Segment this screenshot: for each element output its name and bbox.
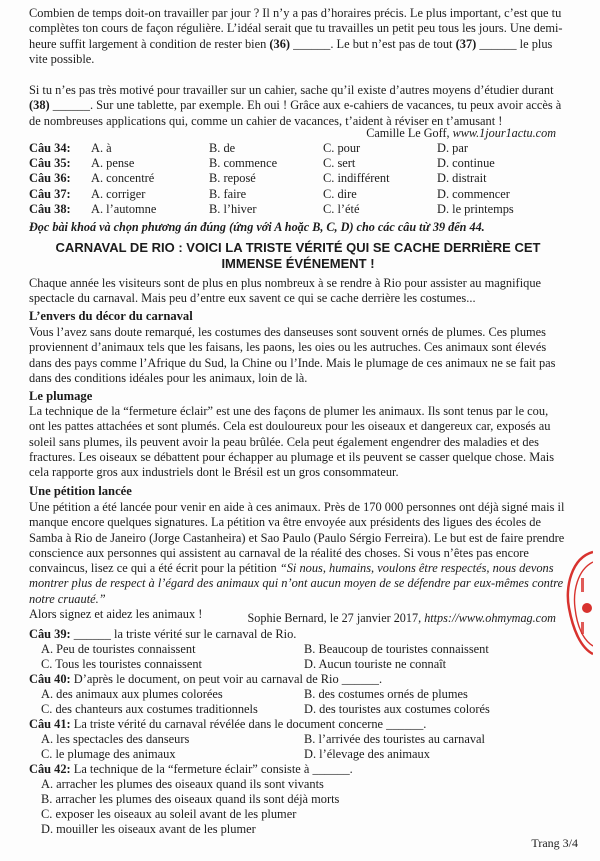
article-intro: Chaque année les visiteurs sont de plus en plus nombreux à se rendre à Rio pour assister au magnifique spectacle du carnaval. Mais peu d’entre eux savent ce qui se cache derrière les costumes...	[29, 276, 542, 306]
question-42: Câu 42: La technique de la “fermeture éclair” consiste à ______.	[29, 762, 353, 776]
reading-instruction: Đọc bài khoá và chọn phương án đúng (ứng với A hoặc B, C, D) cho các câu từ 39 đến 44.	[29, 220, 485, 234]
signature-1: Camille Le Goff, www.1jour1actu.com	[366, 126, 556, 140]
section-heading-1: L’envers du décor du carnaval	[29, 309, 193, 323]
option-row: Câu 34: A. à B. de C. pour D. par	[29, 141, 468, 155]
section-text-3: Une pétition a été lancée pour venir en aide à ces animaux. Près de 170 000 personnes ont déjà signé mais il manque encore quelques signatures. La pétition va être envoyée aux présidents des ligues des écoles de Samba à Rio de Janeiro (Jorge Castanheira) et Sao Paulo (Paulo Sérgio Ferreira). Le but est de faire prendre conscience aux personnes qui assistent au carnaval de la réalité des choses. Si vous n’êtes pas encore convaincus, lisez ce qui a été écrit pour la pétition “Si nous, humains, voulons être respectés, nous devons montrer plus de respect à l’égard des animaux qui n’ont aucun moyen de se défendre par eux-mêmes contre notre cruauté.” Alors signez et aidez les animaux !	[29, 500, 565, 622]
answer-42-a: A. arracher les plumes des oiseaux quand ils sont vivants	[41, 777, 324, 791]
answer-40-d: D. des touristes aux costumes colorés	[304, 702, 490, 716]
option-row: Câu 37: A. corriger B. faire C. dire D. commencer	[29, 186, 510, 201]
option-row: Câu 36: A. concentré B. reposé C. indifférent D. distrait	[29, 171, 487, 186]
section-text-2: La technique de la “fermeture éclair” est une des façons de plumer les animaux. Ils sont tenus par le cou, ont les pattes attachées et sont plumés. Cela est douloureux pour les oiseaux et dangereux car, exposés au soleil sans plumes, ils peuvent avoir la peau brûlée. Cela peut également engendrer des maladies et des fractures. Les oiseaux se débattent pour échapper au plumage et ils peuvent se casser quelque chose. Mais cela rapporte gros aux industriels dont le Brésil est un gros consommateur.	[29, 404, 555, 480]
answer-39-c: C. Tous les touristes connaissent	[41, 657, 203, 671]
answer-39-a: A. Peu de touristes connaissent	[41, 642, 196, 656]
answer-42-c: C. exposer les oiseaux au soleil avant de les plumer	[41, 807, 297, 821]
options-table	[29, 141, 557, 217]
section-text-1: Vous l’avez sans doute remarqué, les costumes des danseuses sont souvent ornés de plumes. Ces plumes proviennent d’animaux tels que les faisans, les paons, les oies ou les autruches. Ces animaux sont élevés dans des pays comme l’Afrique du Sud, la Chine ou l’Inde. Mais le plumage de ces animaux ne se fait pas dans des conditions idéales pour les animaux, loin de là.	[29, 325, 556, 385]
answer-39-b: B. Beaucoup de touristes connaissent	[304, 642, 489, 656]
answer-41-d: D. l’élevage des animaux	[304, 747, 430, 761]
red-seal-stamp	[563, 548, 593, 658]
article-title: CARNAVAL DE RIO : VOICI LA TRISTE VÉRITÉ QUI SE CACHE DERRIÈRE CET IMMENSE ÉVÉNEMENT !	[55, 240, 541, 271]
answer-40-c: C. des chanteurs aux costumes traditionnels	[41, 702, 258, 716]
option-row: Câu 38: A. l’automne B. l’hiver C. l’été D. le printemps	[29, 201, 514, 216]
answer-42-b: B. arracher les plumes des oiseaux quand ils sont déjà morts	[41, 792, 340, 806]
question-40: Câu 40: D’après le document, on peut voir au carnaval de Rio ______.	[29, 672, 383, 686]
question-41: Câu 41: La triste vérité du carnaval révélée dans le document concerne ______.	[29, 717, 427, 731]
answer-39-d: D. Aucun touriste ne connaît	[304, 657, 447, 671]
section-heading-2: Le plumage	[29, 389, 93, 403]
question-39: Câu 39: ______ la triste vérité sur le carnaval de Rio.	[29, 627, 297, 641]
answer-41-c: C. le plumage des animaux	[41, 747, 176, 761]
answer-41-b: B. l’arrivée des touristes au carnaval	[304, 732, 485, 746]
passage-paragraph-2: Si tu n’es pas très motivé pour travailler sur un cahier, sache qu’il existe d’autres moyens d’étudier durant (38) ______. Sur une tablette, par exemple. Eh oui ! Grâce aux e-cahiers de vacances, tu peux avoir accès à de nombreuses applications qui, comme un cahier de vacances, t’aident à réviser en t’amusant !	[29, 83, 562, 128]
answer-40-a: A. des animaux aux plumes colorées	[41, 687, 223, 701]
page-number: Trang 3/4	[531, 836, 578, 850]
signature-2: Sophie Bernard, le 27 janvier 2017, https://www.ohmymag.com	[247, 611, 556, 625]
passage-paragraph-1: Combien de temps doit-on travailler par jour ? Il n’y a pas d’horaires précis. Le plus important, c’est que tu complètes ton cours de façon régulière. L’idéal serait que tu travailles un petit peu tous les jours. Une demi-heure suffit largement à condition de rester bien (36) ______. Le but n’est pas de tout (37) ______ le plus vite possible.	[29, 6, 563, 66]
answer-41-a: A. les spectacles des danseurs	[41, 732, 190, 746]
answer-42-d: D. mouiller les oiseaux avant de les plumer	[41, 822, 256, 836]
section-heading-3: Une pétition lancée	[29, 484, 132, 498]
answer-40-b: B. des costumes ornés de plumes	[304, 687, 468, 701]
option-row: Câu 35: A. pense B. commence C. sert D. continue	[29, 156, 495, 171]
